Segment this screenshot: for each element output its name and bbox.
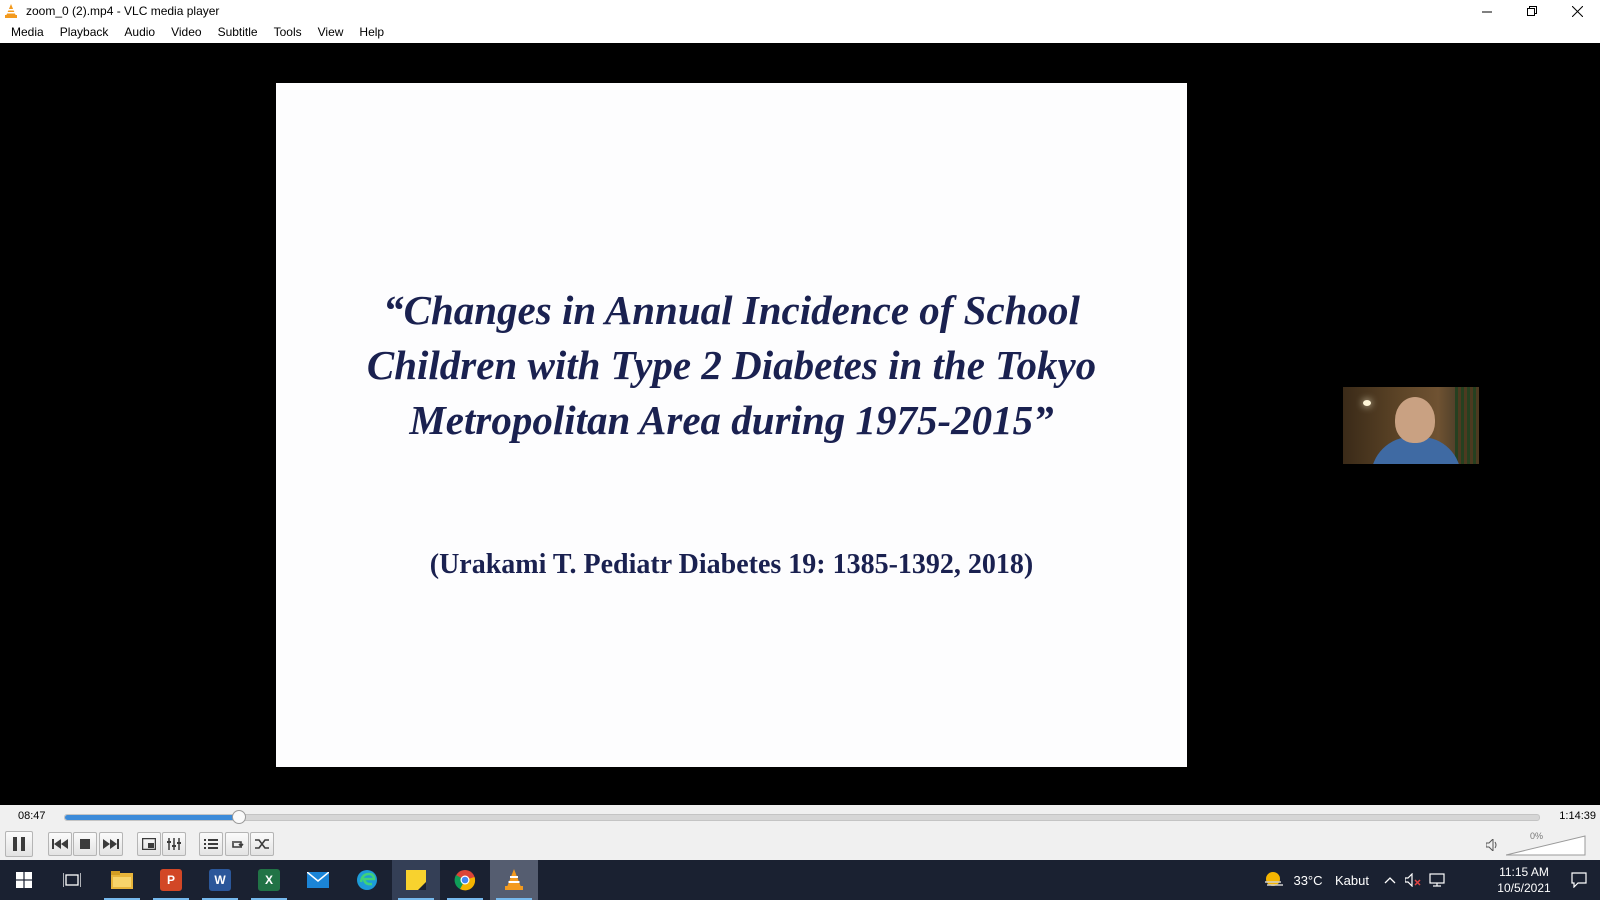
taskbar-word[interactable] [196,860,244,900]
menu-bar [0,22,1600,43]
close-icon [1572,6,1583,17]
minimize-icon [1482,6,1493,17]
start-button[interactable] [0,860,48,900]
volume-tray-button[interactable] [1403,860,1423,900]
clock-date: 10/5/2021 [1497,881,1551,895]
network-icon [1429,873,1445,887]
taskbar-mail[interactable] [294,860,342,900]
menu-tools[interactable]: Tools [273,25,302,39]
weather-condition[interactable]: Kabut [1335,872,1369,888]
elapsed-time: 08:47 [18,810,46,822]
taskbar-chrome[interactable] [441,860,489,900]
task-view-icon [63,872,81,888]
edge-icon [356,869,378,891]
extended-settings-icon [167,838,181,850]
volume-slider[interactable] [1506,834,1586,856]
weather-widget[interactable] [1262,860,1286,900]
seek-progress-fill [65,815,239,820]
bookshelf [1455,387,1479,464]
weather-temperature[interactable]: 33°C [1293,872,1323,888]
shuffle-button[interactable] [250,832,274,856]
shuffle-icon [254,838,270,850]
notification-center-icon [1571,872,1587,888]
file-explorer-icon [111,871,133,889]
clock-time: 11:15 AM [1499,865,1549,879]
close-button[interactable] [1555,0,1600,22]
restore-icon [1527,6,1538,17]
playback-controls [0,829,1600,860]
playlist-button[interactable] [199,832,223,856]
window-title: zoom_0 (2).mp4 - VLC media player [26,4,220,18]
notification-center-button[interactable] [1564,860,1594,900]
fullscreen-icon [142,838,156,850]
task-view-button[interactable] [48,860,96,900]
menu-video[interactable]: Video [171,25,202,39]
previous-button[interactable] [48,832,72,856]
loop-button[interactable] [225,832,249,856]
webcam-thumbnail [1343,387,1479,464]
next-icon [103,839,119,849]
seek-handle[interactable] [232,810,246,824]
taskbar-excel[interactable] [245,860,293,900]
seek-bar-row [0,805,1600,829]
playlist-icon [204,838,218,850]
speaker-icon[interactable] [1486,839,1502,853]
volume-label: 0% [1530,831,1544,841]
title-bar [0,0,1600,22]
presentation-slide [276,83,1187,767]
powerpoint-icon: P [160,869,182,891]
weather-haze-icon [1264,871,1284,889]
total-time: 1:14:39 [1559,810,1596,822]
taskbar-vlc[interactable] [490,860,538,900]
seek-slider[interactable] [64,814,1540,821]
clock[interactable] [1494,864,1554,896]
window-controls [1465,0,1600,22]
menu-audio[interactable]: Audio [124,25,156,39]
lamp-light [1363,400,1371,406]
loop-icon [229,838,245,850]
volume-control[interactable] [1486,832,1596,856]
slide-title-line: Children with Type 2 Diabetes in the Tokyo [366,342,1097,388]
network-tray-button[interactable] [1426,860,1448,900]
video-display[interactable] [0,43,1600,805]
slide-title-line: Metropolitan Area during 1975-2015” [409,397,1054,443]
windows-start-icon [16,872,32,888]
presenter-head [1395,397,1435,443]
slide-title-line: “Changes in Annual Incidence of School [383,287,1080,333]
menu-media[interactable]: Media [11,25,44,39]
next-button[interactable] [99,832,123,856]
menu-playback[interactable]: Playback [59,25,109,39]
stop-icon [80,839,90,849]
fullscreen-button[interactable] [137,832,161,856]
taskbar-sticky-notes[interactable] [392,860,440,900]
menu-help[interactable]: Help [359,25,385,39]
mail-icon [307,872,329,888]
windows-taskbar [0,860,1600,900]
chrome-icon [454,869,476,891]
pause-icon [12,836,26,852]
vlc-icon [504,869,524,891]
taskbar-powerpoint[interactable] [147,860,195,900]
word-icon: W [209,869,231,891]
slide-citation: (Urakami T. Pediatr Diabetes 19: 1385-1392, 2018) [429,549,1034,580]
extended-settings-button[interactable] [162,832,186,856]
taskbar-file-explorer[interactable] [98,860,146,900]
system-tray [1260,860,1600,900]
speaker-muted-icon [1405,873,1421,887]
previous-icon [52,839,68,849]
menu-view[interactable]: View [317,25,344,39]
minimize-button[interactable] [1465,0,1510,22]
slide-title [276,283,1187,448]
menu-subtitle[interactable]: Subtitle [217,25,258,39]
restore-button[interactable] [1510,0,1555,22]
taskbar-edge[interactable] [343,860,391,900]
show-hidden-icons-icon [1384,876,1396,884]
show-hidden-icons-button[interactable] [1380,860,1400,900]
excel-icon: X [258,869,280,891]
pause-button[interactable] [5,831,33,857]
sticky-notes-icon [406,870,426,890]
stop-button[interactable] [73,832,97,856]
vlc-cone-icon [4,4,18,18]
